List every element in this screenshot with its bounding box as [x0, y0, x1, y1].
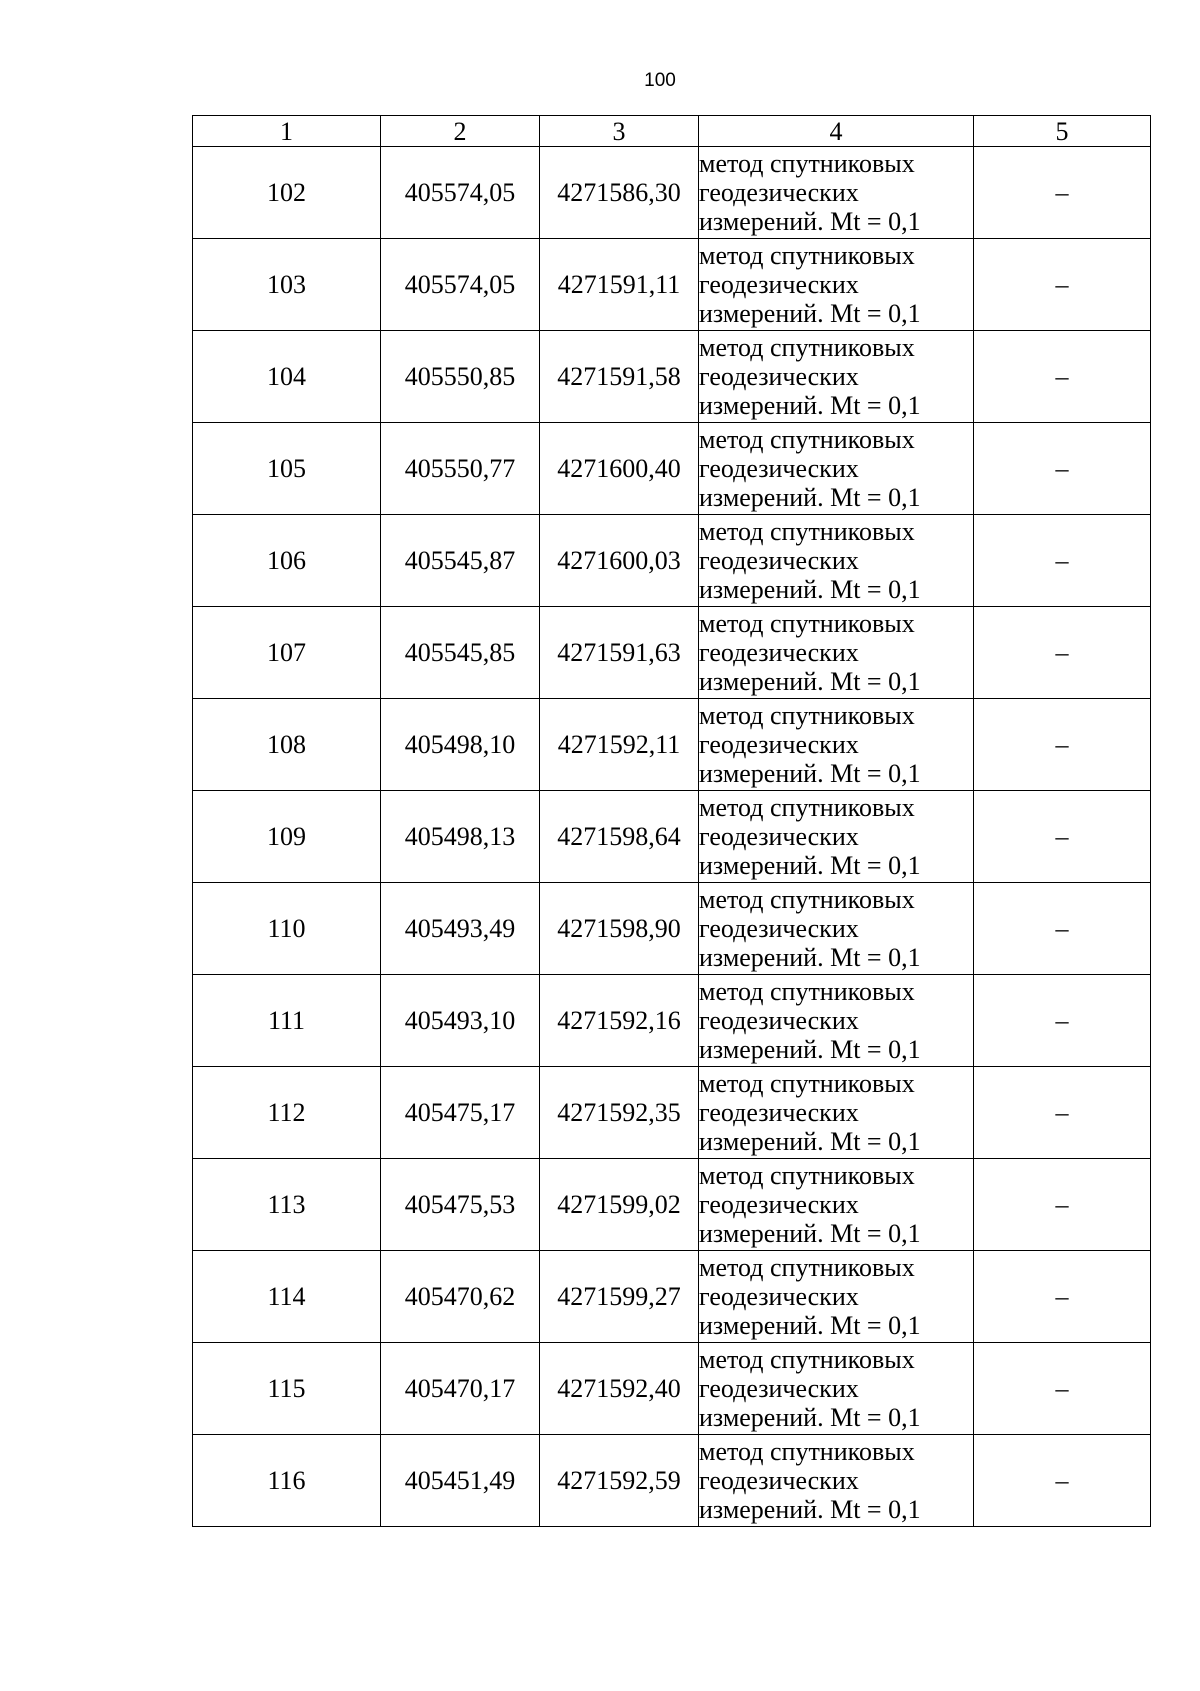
y-coordinate-cell: 4271592,11: [540, 699, 699, 791]
table-row: [193, 1159, 1151, 1251]
method-text-line: геодезических: [699, 546, 859, 575]
method-text-line: метод спутниковых: [699, 1161, 915, 1190]
column-5-cell: –: [974, 147, 1151, 239]
y-coordinate-cell: 4271592,59: [540, 1435, 699, 1527]
x-coordinate-cell: 405498,13: [381, 791, 540, 883]
x-coordinate-cell: 405545,87: [381, 515, 540, 607]
method-text-line: геодезических: [699, 362, 859, 391]
method-text-line: измерений. Mt = 0,1: [699, 483, 921, 512]
method-cell: [699, 1251, 974, 1343]
method-text-line: геодезических: [699, 1282, 859, 1311]
column-5-cell: –: [974, 1251, 1151, 1343]
method-text-line: измерений. Mt = 0,1: [699, 943, 921, 972]
method-text-line: геодезических: [699, 270, 859, 299]
y-coordinate-cell: 4271592,16: [540, 975, 699, 1067]
point-number-cell: 102: [193, 147, 381, 239]
method-text-line: измерений. Mt = 0,1: [699, 575, 921, 604]
method-cell: [699, 699, 974, 791]
column-5-cell: –: [974, 883, 1151, 975]
method-text-line: геодезических: [699, 1466, 859, 1495]
method-text-line: метод спутниковых: [699, 149, 915, 178]
method-text-line: метод спутниковых: [699, 885, 915, 914]
column-5-cell: –: [974, 1067, 1151, 1159]
point-number-cell: 106: [193, 515, 381, 607]
y-coordinate-cell: 4271592,40: [540, 1343, 699, 1435]
method-text-line: метод спутниковых: [699, 425, 915, 454]
x-coordinate-cell: 405498,10: [381, 699, 540, 791]
method-text-line: геодезических: [699, 454, 859, 483]
table-row: [193, 147, 1151, 239]
column-5-cell: –: [974, 791, 1151, 883]
point-number-cell: 113: [193, 1159, 381, 1251]
method-text-line: измерений. Mt = 0,1: [699, 1035, 921, 1064]
method-cell: [699, 607, 974, 699]
column-5-cell: –: [974, 331, 1151, 423]
method-text-line: геодезических: [699, 638, 859, 667]
x-coordinate-cell: 405545,85: [381, 607, 540, 699]
table-body: [193, 147, 1151, 1527]
method-text-line: измерений. Mt = 0,1: [699, 667, 921, 696]
point-number-cell: 111: [193, 975, 381, 1067]
point-number-cell: 116: [193, 1435, 381, 1527]
x-coordinate-cell: 405550,77: [381, 423, 540, 515]
table-header-row: [193, 116, 1151, 147]
method-text-line: геодезических: [699, 1098, 859, 1127]
method-text-line: геодезических: [699, 730, 859, 759]
table-row: [193, 699, 1151, 791]
method-text-line: измерений. Mt = 0,1: [699, 851, 921, 880]
method-text-line: метод спутниковых: [699, 793, 915, 822]
point-number-cell: 107: [193, 607, 381, 699]
y-coordinate-cell: 4271592,35: [540, 1067, 699, 1159]
method-text-line: метод спутниковых: [699, 1253, 915, 1282]
method-text-line: измерений. Mt = 0,1: [699, 391, 921, 420]
y-coordinate-cell: 4271598,90: [540, 883, 699, 975]
column-5-cell: –: [974, 239, 1151, 331]
coordinates-table: [192, 115, 1151, 1527]
column-5-cell: –: [974, 423, 1151, 515]
table-row: [193, 423, 1151, 515]
table-row: [193, 607, 1151, 699]
method-text-line: измерений. Mt = 0,1: [699, 207, 921, 236]
method-text-line: измерений. Mt = 0,1: [699, 759, 921, 788]
y-coordinate-cell: 4271599,27: [540, 1251, 699, 1343]
y-coordinate-cell: 4271591,11: [540, 239, 699, 331]
x-coordinate-cell: 405574,05: [381, 147, 540, 239]
method-cell: [699, 791, 974, 883]
method-cell: [699, 147, 974, 239]
table-row: [193, 1067, 1151, 1159]
method-text-line: метод спутниковых: [699, 1437, 915, 1466]
x-coordinate-cell: 405470,62: [381, 1251, 540, 1343]
point-number-cell: 108: [193, 699, 381, 791]
method-cell: [699, 975, 974, 1067]
method-text-line: метод спутниковых: [699, 1069, 915, 1098]
table-row: [193, 331, 1151, 423]
method-text-line: измерений. Mt = 0,1: [699, 1311, 921, 1340]
method-text-line: геодезических: [699, 1006, 859, 1035]
method-text-line: метод спутниковых: [699, 333, 915, 362]
method-text-line: измерений. Mt = 0,1: [699, 299, 921, 328]
method-cell: [699, 1159, 974, 1251]
column-header: 2: [381, 116, 540, 147]
method-text-line: измерений. Mt = 0,1: [699, 1219, 921, 1248]
x-coordinate-cell: 405470,17: [381, 1343, 540, 1435]
point-number-cell: 104: [193, 331, 381, 423]
table-row: [193, 1435, 1151, 1527]
column-5-cell: –: [974, 975, 1151, 1067]
x-coordinate-cell: 405574,05: [381, 239, 540, 331]
x-coordinate-cell: 405475,53: [381, 1159, 540, 1251]
method-text-line: метод спутниковых: [699, 1345, 915, 1374]
y-coordinate-cell: 4271586,30: [540, 147, 699, 239]
page-number: 100: [644, 70, 676, 91]
method-text-line: метод спутниковых: [699, 517, 915, 546]
column-header: 1: [193, 116, 381, 147]
column-5-cell: –: [974, 1159, 1151, 1251]
point-number-cell: 112: [193, 1067, 381, 1159]
method-text-line: метод спутниковых: [699, 241, 915, 270]
method-text-line: измерений. Mt = 0,1: [699, 1127, 921, 1156]
column-header: 3: [540, 116, 699, 147]
method-text-line: измерений. Mt = 0,1: [699, 1403, 921, 1432]
method-text-line: геодезических: [699, 1374, 859, 1403]
column-5-cell: –: [974, 1343, 1151, 1435]
y-coordinate-cell: 4271591,63: [540, 607, 699, 699]
column-5-cell: –: [974, 515, 1151, 607]
method-text-line: метод спутниковых: [699, 977, 915, 1006]
method-text-line: геодезических: [699, 914, 859, 943]
method-cell: [699, 1435, 974, 1527]
x-coordinate-cell: 405550,85: [381, 331, 540, 423]
table-row: [193, 975, 1151, 1067]
x-coordinate-cell: 405493,10: [381, 975, 540, 1067]
method-cell: [699, 423, 974, 515]
point-number-cell: 103: [193, 239, 381, 331]
y-coordinate-cell: 4271600,40: [540, 423, 699, 515]
table-row: [193, 1251, 1151, 1343]
y-coordinate-cell: 4271598,64: [540, 791, 699, 883]
x-coordinate-cell: 405475,17: [381, 1067, 540, 1159]
method-cell: [699, 331, 974, 423]
table-row: [193, 883, 1151, 975]
column-5-cell: –: [974, 607, 1151, 699]
method-cell: [699, 883, 974, 975]
point-number-cell: 115: [193, 1343, 381, 1435]
method-text-line: геодезических: [699, 822, 859, 851]
point-number-cell: 105: [193, 423, 381, 515]
point-number-cell: 114: [193, 1251, 381, 1343]
point-number-cell: 109: [193, 791, 381, 883]
method-text-line: геодезических: [699, 178, 859, 207]
column-5-cell: –: [974, 699, 1151, 791]
x-coordinate-cell: 405451,49: [381, 1435, 540, 1527]
method-cell: [699, 515, 974, 607]
method-cell: [699, 239, 974, 331]
y-coordinate-cell: 4271599,02: [540, 1159, 699, 1251]
method-cell: [699, 1067, 974, 1159]
table-row: [193, 515, 1151, 607]
column-header: 5: [974, 116, 1151, 147]
column-header: 4: [699, 116, 974, 147]
method-text-line: метод спутниковых: [699, 609, 915, 638]
column-5-cell: –: [974, 1435, 1151, 1527]
y-coordinate-cell: 4271591,58: [540, 331, 699, 423]
table-row: [193, 791, 1151, 883]
method-cell: [699, 1343, 974, 1435]
table-row: [193, 1343, 1151, 1435]
method-text-line: геодезических: [699, 1190, 859, 1219]
x-coordinate-cell: 405493,49: [381, 883, 540, 975]
method-text-line: метод спутниковых: [699, 701, 915, 730]
point-number-cell: 110: [193, 883, 381, 975]
method-text-line: измерений. Mt = 0,1: [699, 1495, 921, 1524]
y-coordinate-cell: 4271600,03: [540, 515, 699, 607]
table-row: [193, 239, 1151, 331]
